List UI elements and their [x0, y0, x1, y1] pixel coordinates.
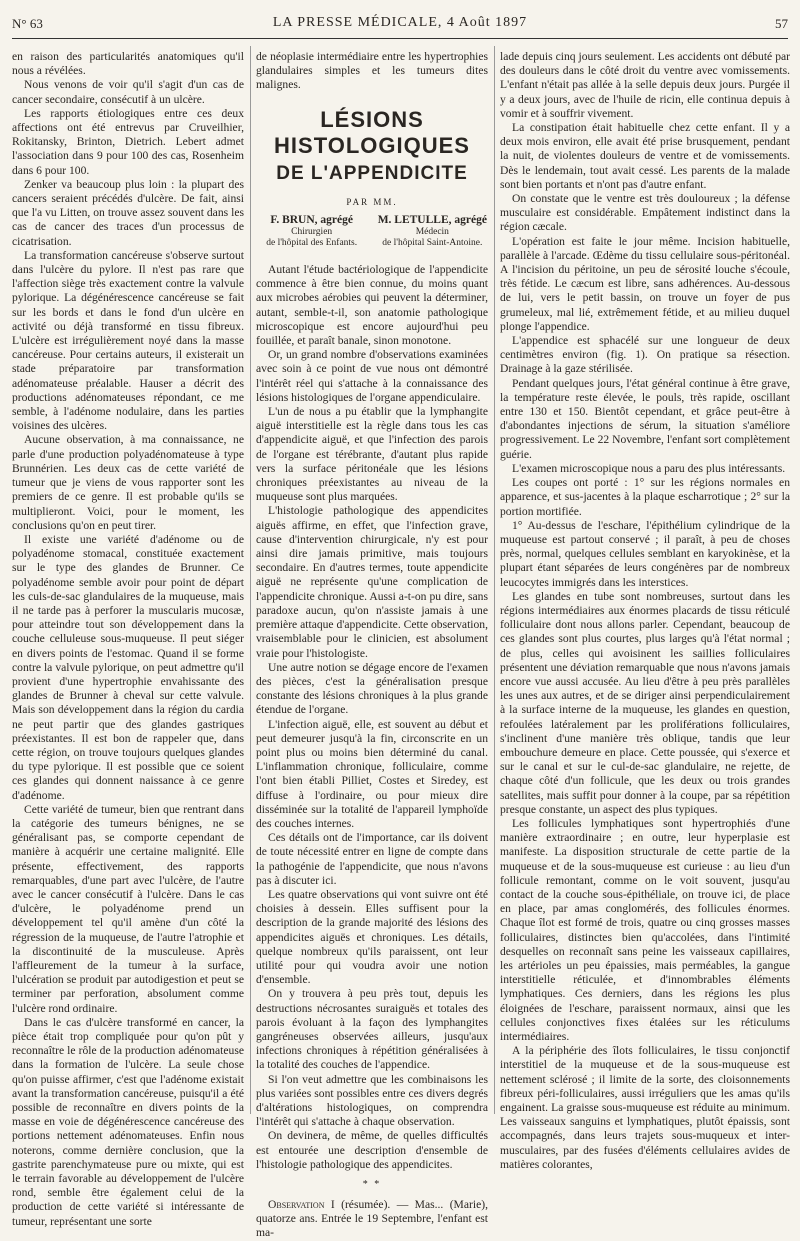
observation-text: (résumée). — Mas... (Marie), quatorze ans. Entrée le 19 Septembre, l'enfant est ma- — [256, 1198, 488, 1240]
paragraph: L'infection aiguë, elle, est souvent au début et peut demeurer jusqu'à la fin, circonscrite en un point plus ou moins bien déterminé du canal. L'inflammation chronique, folliculaire, comme l'ont bien établi Pilliet, Costes et Siredey, est diffuse à l'ordinaire, ou pour mieux dire disséminée sur la totalité de l'appareil lymphoïde des couches internes. — [256, 717, 488, 830]
article-title: LÉSIONS HISTOLOGIQUES — [274, 106, 470, 158]
paragraph: La transformation cancéreuse s'observe surtout dans l'ulcère du pylore. Il n'est pas rare que l'affection siège très exactement contre la valvule pylorique. La dégénérescence cancéreuse se fait sur les bords et dans le fond d'un ulcère en activité ou déjà transformé en tissu fibreux. L'ulcère est irrégulièrement noyé dans la masse cancéreuse. Pour certains auteurs, il existerait un stade préparatoire par transformation adénomateuse préalable. Hauser a décrit des productions adénomateuses répondant, ce me semble, à l'adénome nodulaire, dans les parties voisines des ulcères. — [12, 248, 244, 433]
column-divider — [250, 46, 251, 1114]
paragraph: A la périphérie des îlots folliculaires, le tissu conjonctif interstitiel de la muqueuse et de la sous-muqueuse est nettement sclérosé ; il limite de la sorte, des cloisonnements fibreux péri-folliculaires, aussi irréguliers que les amas qu'ils engainent. La graisse sous-muqueuse est réduite au minimum. Les vaisseaux sanguins et lymphatiques, plutôt épaissis, sont accompagnés, dans leurs trajets sous-muqueux et inter-musculaires, par des fusées d'éléments cellulaires avides de matières colorantes, — [500, 1044, 790, 1171]
author-name: M. LETULLE, agrégé — [377, 213, 487, 226]
paragraph: lade depuis cinq jours seulement. Les accidents ont débuté par des douleurs dans le côté droit du ventre avec vomissements. L'enfant n'était pas allée à la selle depuis deux jours. Purgée il y a deux jours, avec de l'huile de ricin, elle continua depuis à vomir et à souffrir vivement. — [500, 50, 790, 120]
paragraph: en raison des particularités anatomiques qu'il nous a révélées. — [12, 50, 244, 78]
paragraph: L'histologie pathologique des appendicites aiguës affirme, en effet, que l'infection grave, cause d'intervention chirurgicale, n'y est pour ainsi dire jamais primitive, mais toujours secondaire. En d'autres termes, toute appendicite aiguë ne représente qu'une complication de l'appendicite chronique. Aussi a-t-on pu dire, sans paradoxe aucun, qu'on n'assiste jamais à une première attaque d'appendicite. Cette observation, vraisemblable pour le clinicien, est absolument vraie pour l'histologiste. — [256, 504, 488, 660]
paragraph: L'un de nous a pu établir que la lymphangite aiguë interstitielle est la règle dans tous les cas d'appendicite aiguë, et que l'infection des parois de l'organe est térébrante, d'autant plus rapide vers la surface péritonéale que les lésions chroniques préexistantes au niveau de la muqueuse sont plus marquées. — [256, 405, 488, 504]
paragraph: Il existe une variété d'adénome ou de polyadénome stomacal, constituée exactement sur le type des glandes de Brunner. Ce polyadénome semble avoir pour point de départ les culs-de-sac glandulaires de la muqueuse, mais il ne tarde pas à perforer la muscularis mucosæ, pour atteindre tout son développement dans la couche celluleuse sous-muqueuse. Il peut siéger en divers points de l'estomac. Quand il se forme contre la valvule pylorique, on peut admettre qu'il provient d'une hypertrophie envahissante des glandes de Brunner à cheval sur cette valvule. Mais son développement dans la région du cardia ne peut partir que des glandes gastriques préexistantes. Il est bon de rappeler que, dans cette région, on trouve toujours quelques glandes du type pylorique. Il est possible que ce soient ces glandes qui donnent naissance à ce genre d'adénome. — [12, 532, 244, 802]
paragraph: Or, un grand nombre d'observations examinées avec soin à ce point de vue nous ont démontré l'intérêt réel qui s'attache à la connaissance des lésions histologiques de l'organe appendiculaire. — [256, 348, 488, 404]
paragraph: L'opération est faite le jour même. Incision habituelle, parallèle à l'arcade. Œdème du tissu cellulaire sous-péritonéal. A l'incision du péritoine, un peu de sérosité louche s'écoule, très fétide. Le cæcum est libre, sans adhérences. Au-dessous de lui, vers le petit bassin, on trouve un foyer de pus grumeleux, mal lié, extrêmement fétide, et au milieu duquel plonge l'appendice. — [500, 234, 790, 333]
article-subtitle: DE L'APPENDICITE — [276, 162, 468, 184]
paragraph: Cette variété de tumeur, bien que rentrant dans la catégorie des tumeurs bénignes, ne se généralisant pas, se comporte cependant de manière à acquérir une certaine malignité. Elle présente, effectivement, des rapports remarquables, d'une part avec l'ulcère, de l'autre avec le cancer consécutif à l'ulcère. Dans le cas d'ulcère, le polyadénome prend un développement tel qu'il amène d'un côté la régression de la muqueuse, de l'autre l'atrophie et la discontinuité de la musculeuse. Après l'affleurement de la tumeur à la surface, l'ulcération se produit par autodigestion et peut se terminer par perforation, absolument comme l'ulcère rond ordinaire. — [12, 802, 244, 1015]
authors — [256, 213, 488, 249]
author — [256, 213, 367, 249]
paragraph: Si l'on veut admettre que les combinaisons les plus variées sont possibles entre ces divers degrés d'altérations histologiques, on comprendra l'intérêt qui s'attache à chaque observation. — [256, 1072, 488, 1129]
column-divider — [494, 46, 495, 1114]
paragraph: Les rapports étiologiques entre ces deux affections ont été entrevus par Cruveilhier, Rokitansky, Brinton, Dietrich. Lebert admet l'association dans 9 pour 100 des cas, Rosenheim dans 6 pour 100. — [12, 106, 244, 177]
paragraph: Une autre notion se dégage encore de l'examen des pièces, c'est la généralisation presque constante des lésions chroniques à la plus grande étendue de l'organe. — [256, 660, 488, 717]
observation-label: Observation I — [268, 1198, 335, 1212]
paragraph: L'examen microscopique nous a paru des plus intéressants. — [512, 461, 786, 475]
paragraph: de néoplasie intermédiaire entre les hypertrophies glandulaires simples et les tumeurs dites malignes. — [256, 50, 488, 92]
paragraph: On y trouvera à peu près tout, depuis les destructions nécrosantes suraiguës et totales des parois évoluant à la façon des lymphangites gangréneuses observées ailleurs, jusqu'aux infections chroniques à répétition généralisées à la totalité des couches de l'appendice. — [256, 987, 488, 1072]
paragraph: La constipation était habituelle chez cette enfant. Il y a deux mois environ, elle avait été prise brusquement, pendant la nuit, de violentes douleurs de ventre et de vomissements. Dès le lendemain, tout avait cessé. Les parents de la malade sont bien portants et n'ont pas d'autre enfant. — [500, 121, 790, 191]
column-right — [500, 50, 790, 1171]
author-name: F. BRUN, agrégé — [270, 213, 353, 226]
page-number: 57 — [775, 16, 788, 31]
author — [377, 213, 488, 249]
column-left — [12, 50, 244, 1228]
paragraph: On constate que le ventre est très douloureux ; la défense musculaire est considérable. Empâtement indistinct dans la région cæcale. — [500, 192, 790, 234]
author-affiliation: de l'hôpital Saint-Antoine. — [382, 238, 483, 249]
paragraph: Les quatre observations qui vont suivre ont été choisies à dessein. Elles suffisent pour la description de la grande majorité des lésions des appendicites aiguës et chroniques. Les détails, quelque nombreux qu'ils paraissent, ont leur utilité pour qui voudra avoir une notion d'ensemble. — [256, 887, 488, 987]
paragraph: Autant l'étude bactériologique de l'appendicite commence à être bien connue, du moins quant aux microbes aérobies qui peuvent la déterminer, autant, semble-t-il, son anatomie pathologique microscopique est encore aujourd'hui peu fouillée, et paraît banale, sinon monotone. — [256, 263, 488, 348]
paragraph: 1° Au-dessus de l'eschare, l'épithélium cylindrique de la muqueuse est partout conservé ; il paraît, à peu de choses près, normal, quelques cellules semblant en karyokinèse, et la plupart étant séparées de leurs congénères par de nombreux leucocytes immigrés dans les interstices. — [500, 518, 790, 589]
observation-paragraph — [256, 1198, 488, 1241]
author-role: Chirurgien — [291, 227, 333, 238]
paragraph: Dans le cas d'ulcère transformé en cancer, la pièce était trop compliquée pour qu'on pût y reconnaître le rôle de la production adénomateuse dans la formation de l'ulcère. La seule chose qu'on puisse affirmer, c'est que l'adénome existait avant la transformation cancéreuse, puisqu'il a été possible de reconnaître en divers points de la masse en voie de dégénérescence cancéreuse des portions nettement adénomateuses. Enfin nous noterons, comme dernière conclusion, que la gastrite parenchymateuse pure ou mixte, qui est le terrain favorable au développement de l'ulcère rond, semble être également celui de la production de cette variété si intéressante de tumeur, représentant une sorte — [12, 1015, 244, 1228]
paragraph: Aucune observation, à ma connaissance, ne parle d'une production polyadénomateuse à type Brunnérien. Les deux cas de cette variété de tumeur que je viens de vous rapporter sont les premiers de ce genre. Il est probable qu'ils se multiplieront. Voici, pour le moment, les conclusions qu'on en peut tirer. — [12, 433, 244, 532]
paragraph: On devinera, de même, de quelles difficultés est entourée une description d'ensemble de l'histologie pathologique des appendicites. — [256, 1129, 488, 1171]
paragraph: Pendant quelques jours, l'état général continue à être grave, la température reste élevée, le pouls, très rapide, oscillant entre 130 et 150. Bientôt cependant, et grâce peut-être à d'abondantes injections de sérum, la situation s'améliore progressivement. Le 22 Novembre, l'enfant sort complètement guérie. — [500, 376, 790, 461]
paragraph: Les glandes en tube sont nombreuses, surtout dans les régions intermédiaires aux énormes placards de tissu réticulé folliculaire dont nous allons parler. Cependant, beaucoup de ces glandes sont plus courtes, plus larges qu'à l'état normal ; de plus, celles qui avoisinent les saillies folliculaires présentent une déviation remarquable que nous n'avons jamais encore vue aussi accusée. Au lieu d'être à peu près parallèles les unes aux autres, et de se diriger ainsi perpendiculairement à la surface interne de la muqueuse, les glandes en question, refoulées latéralement par les proliférations folliculaires, s'inclinent d'une manière très oblique, tandis que leur embouchure demeure en place. Cette poussée, qui s'exerce et sur le canal et sur le cul-de-sac glandulaire, ne rejette, de chaque côté d'un follicule, que les deux ou trois grandes satellites, mais suffit pour donner à la coupe, par sa répétition presque constante, un aspect des plus typiques. — [500, 589, 790, 816]
paragraph: L'appendice est sphacélé sur une longueur de deux centimètres environ (fig. 1). On pratique sa résection. Drainage à la gaze stérilisée. — [500, 334, 790, 376]
author-affiliation: de l'hôpital des Enfants. — [266, 238, 358, 249]
journal-title: LA PRESSE MÉDICALE, 4 Août 1897 — [272, 15, 528, 30]
section-separator: * * — [362, 1179, 382, 1191]
paragraph: Zenker va beaucoup plus loin : la plupart des cancers seraient précédés d'ulcère. De fait, ainsi que l'a vu Litten, on trouve assez souvent dans les cas de cancer des traces d'un processus de cicatrisation. — [12, 177, 244, 248]
page-header — [12, 14, 788, 39]
paragraph: Nous venons de voir qu'il s'agit d'un cas de cancer secondaire, consécutif à un ulcère. — [12, 78, 244, 106]
paragraph: Ces détails ont de l'importance, car ils doivent de toute nécessité entrer en ligne de compte dans la pathogénie de l'appendicite, que nous n'avons pas à discuter ici. — [256, 831, 488, 887]
author-role: Médecin — [415, 227, 449, 238]
byline-label: PAR MM. — [346, 196, 398, 207]
issue-number: N° 63 — [12, 16, 43, 31]
paragraph: Les follicules lymphatiques sont hypertrophiés d'une manière extraordinaire ; en outre, leur hyperplasie est manifeste. La disposition structurale de cette partie de la muqueuse et de la sous-muqueuse est curieuse : au lieu d'un follicule remontant, comme on le voit souvent, jusqu'au contact de la couche sous-épithéliale, on trouve ici, de place en place, par amas conglomérés, des follicules énormes. Chaque îlot est formé de trois, quatre ou cinq grosses masses folliculaires, distinctes bien qu'accolées, dans l'intimité desquelles on reconnaît sans peine les vaisseaux capillaires, les artérioles un peu épaissies, mais perméables, la gangue interstitielle réticulée, et d'innombrables éléments lymphatiques. Ces derniers, dans les régions les plus éloignées de l'eschare, paraissent normaux, ainsi que les cellules conjonctives fixes étalées sur les réticulums intermédiaires. — [500, 816, 790, 1044]
column-middle — [256, 50, 488, 1240]
paragraph: Les coupes ont porté : 1° sur les régions normales en apparence, et sus-jacentes à la plaque escharrotique ; 2° sur la portion mortifiée. — [500, 476, 790, 518]
